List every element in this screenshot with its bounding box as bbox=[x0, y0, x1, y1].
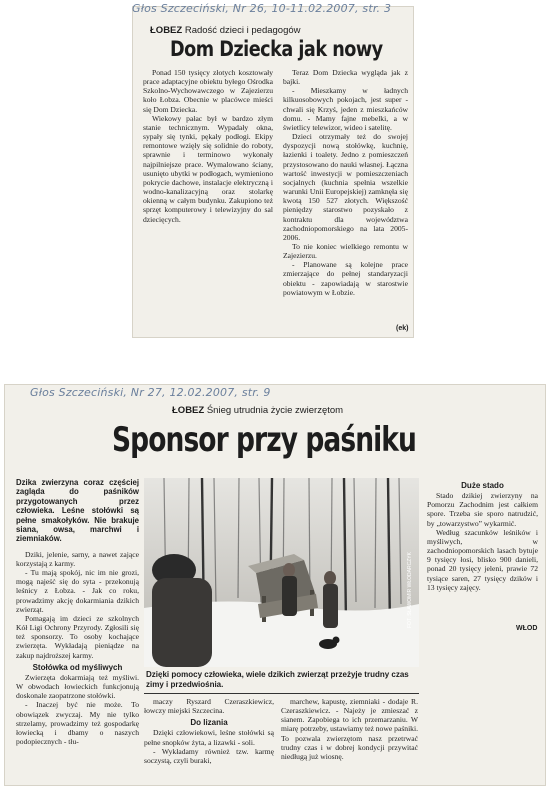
subheading: Do lizania bbox=[190, 718, 228, 728]
sidebar-heading: Duże stado bbox=[461, 481, 504, 490]
kicker-text: Śnieg utrudnia życie zwierzętom bbox=[206, 405, 344, 416]
article1-column-2 bbox=[283, 68, 408, 330]
paragraph: Teraz Dom Dziecka wygląda jak z bajki. bbox=[283, 68, 408, 87]
paragraph: Dzieci otrzymały też do swojej dyspozycji nową stołówkę, kuchnię, łazienki i toalety. Jedno z pomieszczeń przystosowano do nauki własnej. Łączna wartość inwestycji w pomieszczeniach socjalnych (kuchnia spełnia wszelkie warunki Unii Europejskiej) zamknęła się kwotą 150 527 złotych. Większość pieniędzy starostwo pozyskało z kontraktu dla województwa zachodniopomorskiego na lata 2005-2006. bbox=[283, 132, 408, 242]
paragraph: To nie koniec wielkiego remontu w Zajezierzu. bbox=[283, 241, 408, 261]
paragraph: Dzięki człowiekowi, leśne stołówki są pełne snopków żyta, a lizawki - soli. bbox=[144, 728, 274, 747]
headline-bottom: Sponsor przy paśniku bbox=[112, 420, 416, 460]
paragraph: - Wykładamy również tzw. karmę soczystą, czyli buraki, bbox=[144, 746, 274, 765]
paragraph: Zwierzęta dokarmiają też myśliwi. W obwodach łowieckich funkcjonują doskonale zaopatrzone stołówki. bbox=[16, 672, 139, 701]
paragraph: Dziki, jelenie, sarny, a nawet zające korzystają z karmy. bbox=[16, 549, 139, 568]
paragraph: Pomagają im dzieci ze szkolnych Kół Ligi Ochrony Przyrody. Zgłosili się też sponsorzy. To osoby kochające zwierzęta. Wykładają pieniądze na zakup najdroższej karmy. bbox=[16, 613, 139, 660]
handwritten-reference-top: Głos Szczeciński, Nr 26, 10-11.02.2007, str. 3 bbox=[132, 2, 392, 15]
article2-column-2 bbox=[144, 697, 274, 781]
location-label: ŁOBEZ bbox=[172, 405, 205, 416]
paragraph: maczy Ryszard Czeraszkiewicz, łowczy miejski Szczecina. bbox=[144, 697, 274, 716]
article1-column-1 bbox=[143, 68, 273, 330]
forest-scene-image bbox=[144, 478, 419, 667]
paragraph: Stado dzikiej zwierzyny na Pomorzu Zachodnim jest całkiem spore. Trzeba sie sporo natrudzić, by „towarzystwo” wykarmić. bbox=[427, 491, 538, 528]
paragraph: Wiekowy pałac był w bardzo złym stanie technicznym. Wypadały okna, sypały się tynki, pękały podłogi. Ekipy remontowe wzięły się solidnie do roboty, sprawnie i terminowo wykonały najpilniejsze prace. Wymalowano ściany, usunięto ubytki w podłogach, wymieniono pokrycie dachowe, instalacje elektryczną i wodno-kanalizacyjną oraz stolarkę okienną w całym budynku. Zakupiono też sprzęt komputerowy i telewizyjny do sal dziecięcych. bbox=[143, 113, 273, 224]
signature-top: (ek) bbox=[396, 325, 409, 332]
kicker-top bbox=[150, 25, 301, 36]
article2-column-1 bbox=[16, 478, 139, 778]
caption-rule bbox=[144, 693, 419, 694]
paragraph: Według szacunków leśników i myśliwych, w zachodniopomorskich lasach bytuje 9 tysięcy łosi, blisko 900 danieli, ponad 20 tysięcy jeleni, prawie 72 tysiące saren, 27 tysięcy dzików i 13 tysięcy zajęcy. bbox=[427, 527, 538, 592]
kicker-text: Radość dzieci i pedagogów bbox=[184, 25, 301, 36]
kicker-bottom bbox=[172, 405, 343, 416]
paragraph: marchew, kapustę, ziemniaki - dodaje R. Czeraszkiewicz. - Najeży je zmieszać z sianem. Zapobiega to ich przemarzaniu. W miarę potrzeby, ustawiamy też nowe paśniki. To pozwala zwierzętom nasz przetrwać trudny czas i w dobrej kondycji przywitać niedługą już wiosnę. bbox=[281, 697, 418, 761]
sidebar-box bbox=[427, 478, 538, 628]
article2-column-3 bbox=[281, 697, 418, 781]
signature-bottom: WŁOD bbox=[516, 625, 538, 632]
paragraph: Ponad 150 tysięcy złotych kosztowały prace adaptacyjne obiektu byłego Ośrodka Szkolno-Wychowawczego w Zajezierzu koło Łobza. Obecnie w placówce mieści się Dom Dziecka. bbox=[143, 68, 273, 114]
headline-top: Dom Dziecka jak nowy bbox=[170, 37, 383, 61]
subheading: Stołówka od myśliwych bbox=[32, 662, 123, 672]
photo-credit: FOT. SŁAWOMIR WŁODARCZYK bbox=[407, 552, 413, 628]
paragraph: - Tu mają spokój, nic im nie grozi, mogą najeść się do syta - przekonują leśnicy z Łobza. - Jak co roku, prowadzimy akcję dokarmiania dzikich zwierząt. bbox=[16, 568, 139, 614]
paragraph: - Mieszkamy w ładnych kilkuosobowych pokojach, jest super - chwali się Krzyś, jeden z mieszkańców domu. - Mamy fajne mebelki, a w świetlicy telewizor, wideo i satelitę. bbox=[283, 86, 408, 132]
location-label: ŁOBEZ bbox=[150, 25, 183, 36]
paragraph: - Inaczej być nie może. To obowiązek zwyczaj. My nie tylko strzelamy, prowadzimy też gospodarkę łowiecką i dbamy o naszych podopiecznych - tłu- bbox=[16, 700, 139, 746]
photo-winter-feeding bbox=[144, 478, 419, 667]
paragraph: - Planowane są kolejne prace zmierzające do pełnej standaryzacji obiektu - zapowiadają w starostwie powiatowym w Łobzie. bbox=[283, 260, 408, 297]
photo-caption: Dzięki pomocy człowieka, wiele dzikich zwierząt przeżyje trudny czas zimy i przedwiośnia. bbox=[146, 670, 409, 689]
handwritten-reference-bottom: Głos Szczeciński, Nr 27, 12.02.2007, str. 9 bbox=[30, 386, 271, 399]
lead-paragraph: Dzika zwierzyna coraz częściej zagląda do paśników przygotowanych przez człowieka. Leśne stołówki są pełne smakołyków. Nie brakuje siana, owsa, marchwi i ziemniaków. bbox=[16, 478, 139, 544]
